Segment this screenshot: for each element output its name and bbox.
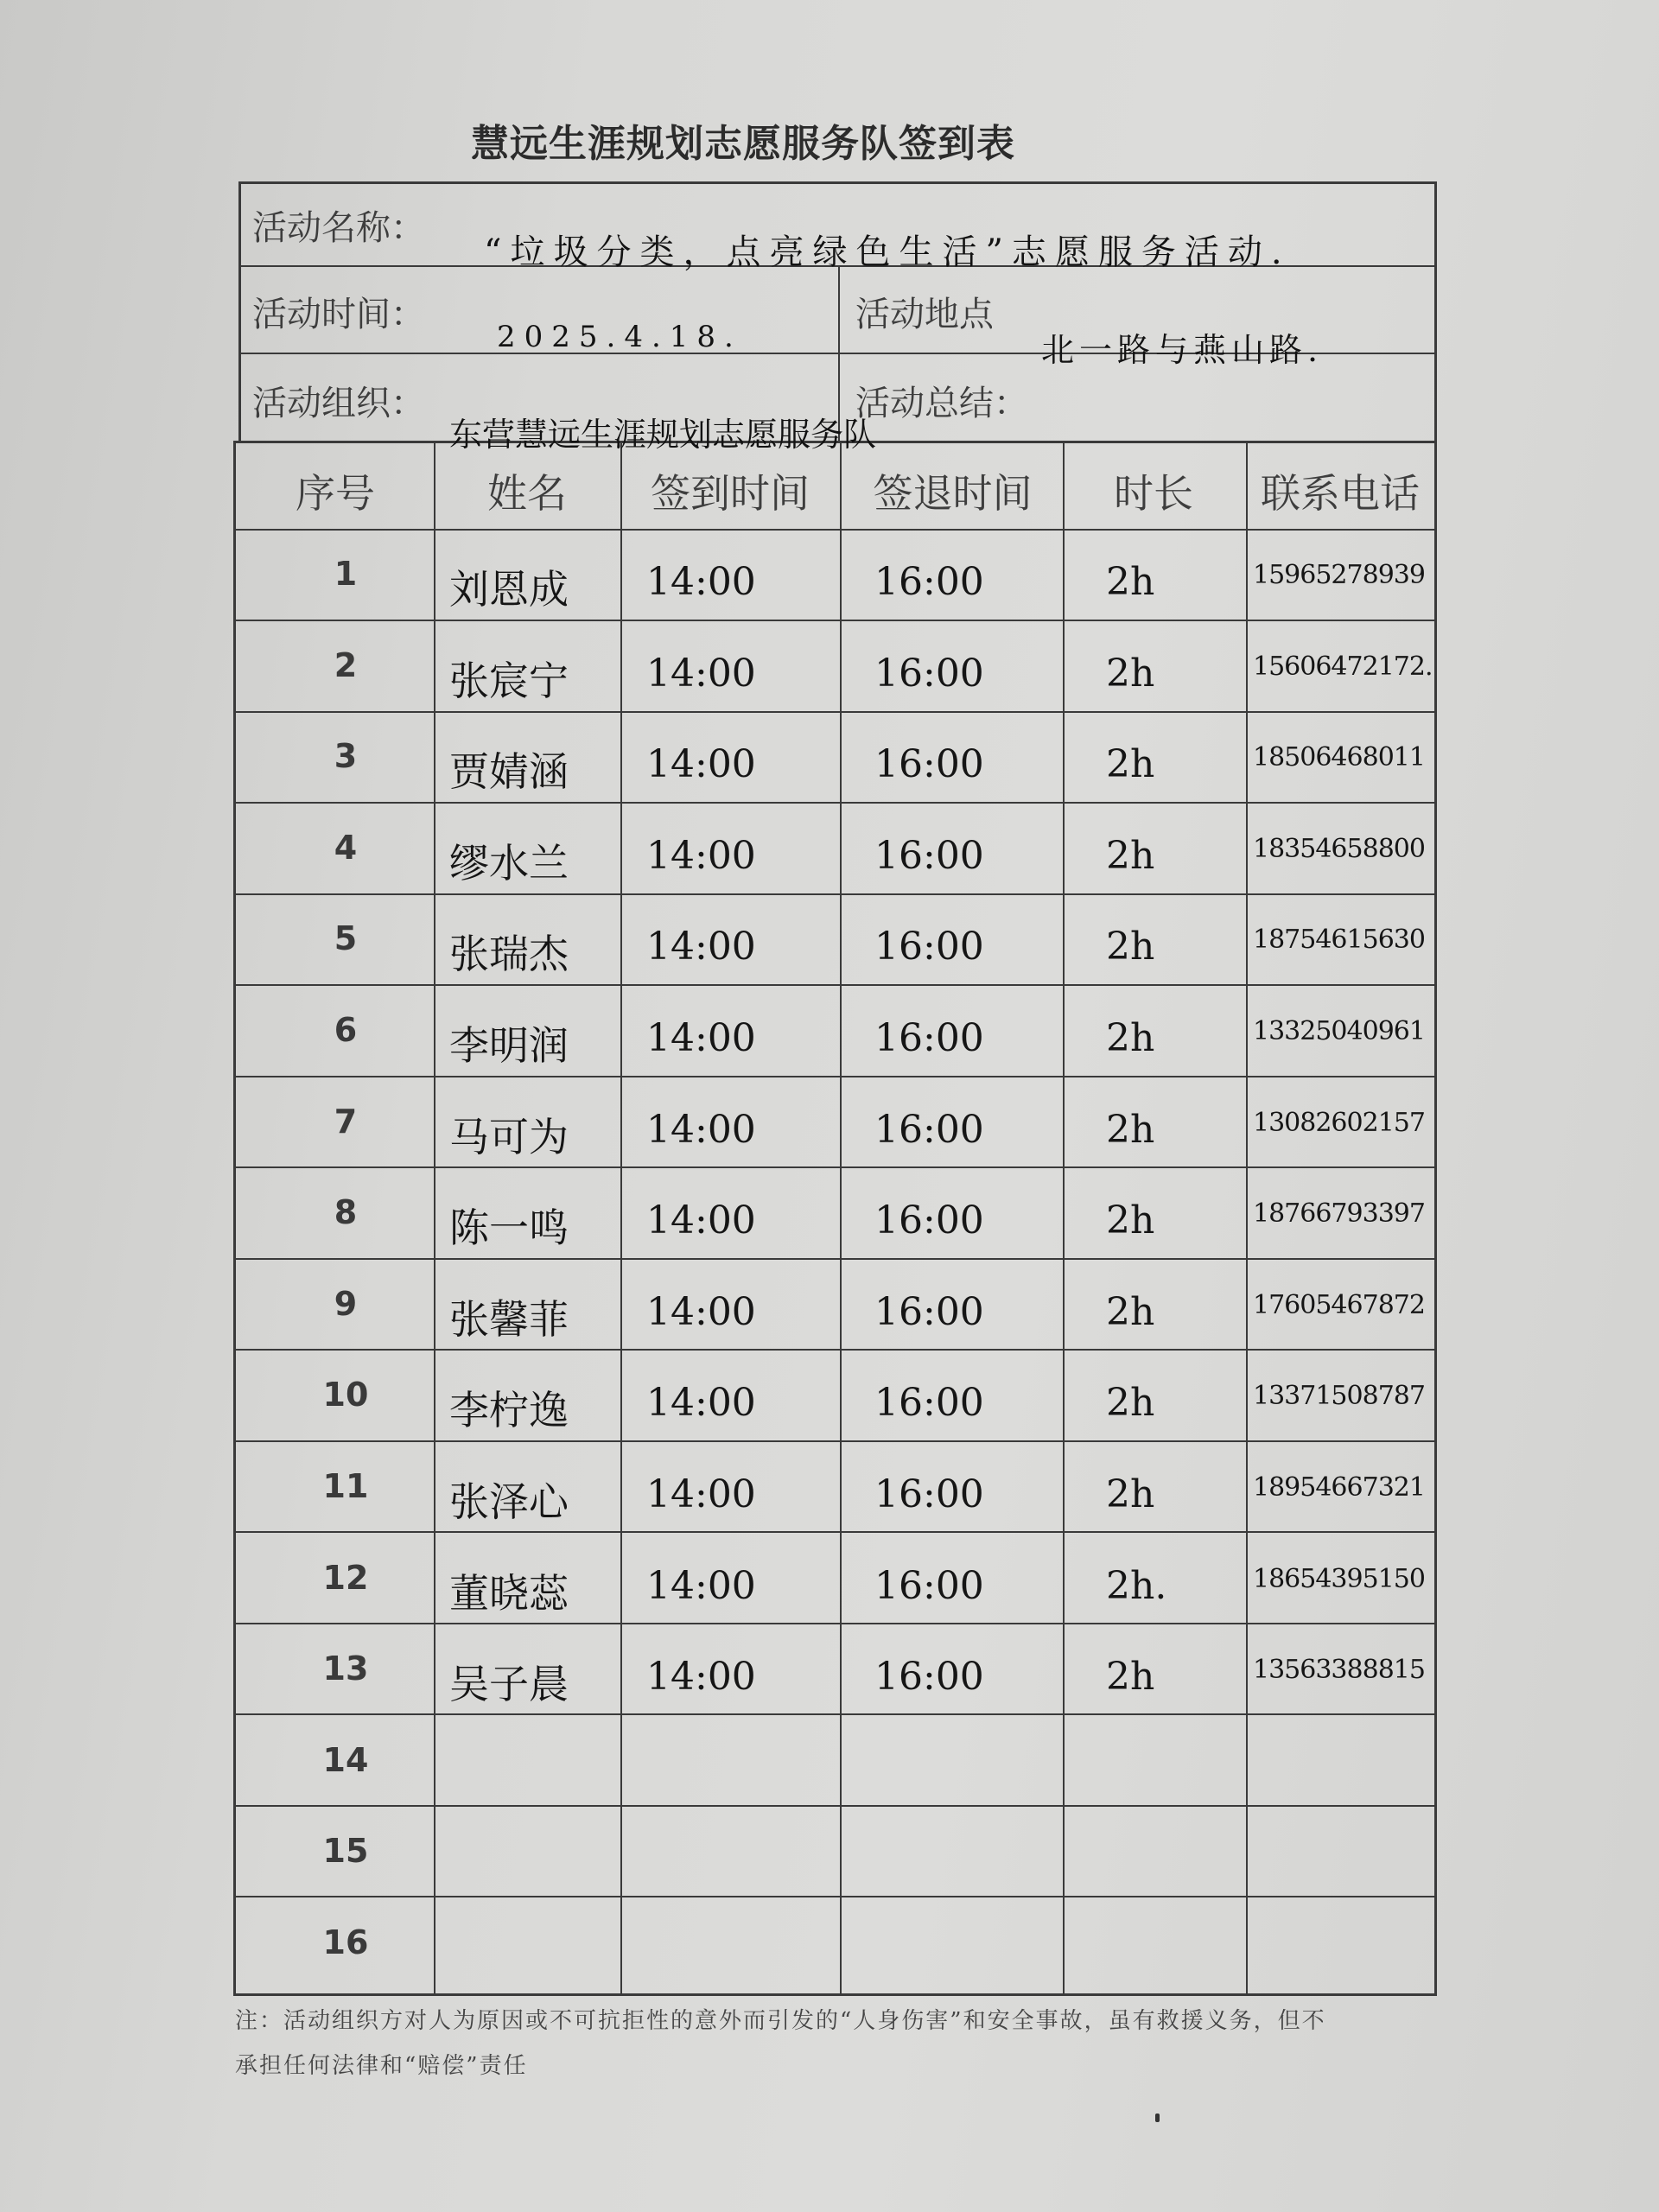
row-index: 2: [334, 645, 358, 684]
duration: 2h: [1106, 560, 1155, 604]
header-checkin: 签到时间: [651, 470, 810, 517]
border-top: [238, 181, 1435, 184]
phone-number: 18954667321: [1253, 1472, 1425, 1503]
activity-time-label: 活动时间：: [252, 295, 425, 334]
checkout-time: 16:00: [874, 925, 984, 969]
checkout-time: 16:00: [874, 1289, 984, 1334]
row-sep: [236, 711, 1435, 713]
row-sep: [236, 1531, 1435, 1533]
row-index: 4: [334, 828, 358, 867]
phone-number: 17605467872: [1253, 1289, 1425, 1320]
duration: 2h: [1106, 833, 1155, 878]
checkin-time: 14:00: [646, 1289, 756, 1334]
row-sep: [236, 1713, 1435, 1715]
row-index: 9: [334, 1284, 358, 1323]
row-index: 13: [322, 1649, 369, 1688]
row-sep: [236, 1076, 1435, 1077]
checkin-time: 14:00: [646, 1563, 756, 1608]
phone-number: 18354658800: [1253, 833, 1425, 864]
checkout-time: 16:00: [874, 651, 984, 696]
phone-number: 18754615630: [1253, 925, 1425, 956]
header-name: 姓名: [487, 470, 567, 517]
row-index: 16: [322, 1923, 369, 1961]
header-index: 序号: [296, 470, 375, 517]
duration: 2h: [1106, 1016, 1155, 1060]
checkout-time: 16:00: [874, 1016, 984, 1060]
col-sep: [434, 442, 435, 1994]
row-index: 6: [334, 1011, 358, 1049]
row-sep: [236, 893, 1435, 895]
row-sep: [236, 1896, 1435, 1897]
row-index: 12: [322, 1558, 369, 1597]
volunteer-name: 张泽心: [449, 1478, 569, 1525]
duration: 2h: [1106, 1198, 1155, 1243]
checkout-time: 16:00: [874, 1472, 984, 1516]
duration: 2h: [1106, 742, 1155, 787]
col-sep: [1246, 442, 1248, 1994]
duration: 2h: [1106, 1107, 1155, 1152]
checkout-time: 16:00: [874, 1655, 984, 1700]
phone-number: 15606472172.: [1253, 651, 1433, 682]
row-sep: [236, 802, 1435, 804]
duration: 2h: [1106, 1655, 1155, 1700]
ink-mark: [1155, 2113, 1160, 2122]
activity-summary-label: 活动总结：: [855, 384, 1028, 423]
col-sep: [620, 442, 622, 1994]
page-title: 慧远生涯规划志愿服务队签到表: [471, 122, 1015, 166]
checkout-time: 16:00: [874, 742, 984, 787]
activity-time-value: 2025.4.18.: [497, 320, 742, 354]
volunteer-name: 张瑞杰: [449, 931, 569, 978]
phone-number: 13563388815: [1253, 1655, 1425, 1686]
phone-number: 13371508787: [1253, 1381, 1425, 1412]
checkin-time: 14:00: [646, 651, 756, 696]
row-sep: [236, 1805, 1435, 1807]
duration: 2h: [1106, 1381, 1155, 1426]
header-duration: 时长: [1114, 470, 1193, 517]
checkout-time: 16:00: [874, 560, 984, 604]
checkout-time: 16:00: [874, 833, 984, 878]
checkin-time: 14:00: [646, 1198, 756, 1243]
activity-name-value: “垃圾分类，点亮绿色生活”志愿服务活动.: [484, 232, 1291, 272]
row-index: 11: [322, 1467, 369, 1505]
disclaimer-line-2: 承担任何法律和“赔偿”责任: [235, 2053, 528, 2079]
header-sep: [236, 529, 1435, 531]
row-sep: [236, 1623, 1435, 1624]
volunteer-name: 李明润: [449, 1022, 569, 1069]
border-right: [1434, 181, 1437, 1996]
duration: 2h: [1106, 1472, 1155, 1516]
volunteer-name: 刘恩成: [449, 566, 569, 613]
row-index: 1: [334, 555, 358, 593]
volunteer-name: 贾婧涵: [449, 748, 569, 796]
checkin-time: 14:00: [646, 742, 756, 787]
checkout-time: 16:00: [874, 1107, 984, 1152]
col-sep: [1063, 442, 1065, 1994]
header-phone: 联系电话: [1261, 470, 1420, 517]
row-index: 3: [334, 737, 358, 776]
row-index: 10: [322, 1376, 369, 1414]
row-sep: [236, 620, 1435, 621]
row-sep: [236, 1440, 1435, 1442]
checkin-time: 14:00: [646, 833, 756, 878]
duration: 2h: [1106, 925, 1155, 969]
activity-place-label: 活动地点: [855, 295, 994, 334]
checkout-time: 16:00: [874, 1198, 984, 1243]
phone-number: 18506468011: [1253, 742, 1425, 773]
header-checkout: 签退时间: [873, 470, 1033, 517]
volunteer-name: 缪水兰: [449, 839, 569, 887]
volunteer-name: 董晓蕊: [449, 1569, 569, 1617]
checkin-time: 14:00: [646, 1472, 756, 1516]
checkout-time: 16:00: [874, 1563, 984, 1608]
border-left: [238, 181, 241, 441]
volunteer-name: 马可为: [449, 1113, 569, 1160]
phone-number: 18766793397: [1253, 1198, 1425, 1230]
checkout-time: 16:00: [874, 1381, 984, 1426]
volunteer-name: 陈一鸣: [449, 1205, 569, 1252]
volunteer-name: 李柠逸: [449, 1387, 569, 1434]
row-index: 8: [334, 1193, 358, 1232]
disclaimer-line-1: 注：活动组织方对人为原因或不可抗拒性的意外而引发的“人身伤害”和安全事故，虽有救援义务，但不: [235, 2008, 1326, 2034]
activity-name-label: 活动名称：: [252, 208, 425, 248]
phone-number: 13082602157: [1253, 1107, 1425, 1138]
col-sep: [840, 442, 842, 1994]
signin-table: [233, 181, 1439, 1996]
row-index: 14: [322, 1740, 369, 1779]
border-left-lower: [233, 441, 236, 1996]
volunteer-name: 张馨菲: [449, 1295, 569, 1343]
activity-org-value: 东营慧远生涯规划志愿服务队: [449, 416, 877, 454]
row-sep: [236, 1258, 1435, 1260]
row-index: 7: [334, 1102, 358, 1141]
checkin-time: 14:00: [646, 560, 756, 604]
row-index: 5: [334, 919, 358, 958]
checkin-time: 14:00: [646, 1107, 756, 1152]
duration: 2h: [1106, 1289, 1155, 1334]
volunteer-name: 吴子晨: [449, 1661, 569, 1708]
activity-org-label: 活动组织：: [252, 384, 425, 423]
row-sep: [236, 984, 1435, 986]
activity-place-value: 北一路与燕山路.: [1041, 331, 1324, 369]
duration: 2h.: [1106, 1563, 1167, 1608]
checkin-time: 14:00: [646, 1016, 756, 1060]
border-bottom: [233, 1993, 1437, 1996]
row-index: 15: [322, 1832, 369, 1871]
phone-number: 18654395150: [1253, 1563, 1425, 1594]
checkin-time: 14:00: [646, 1381, 756, 1426]
phone-number: 13325040961: [1253, 1016, 1425, 1046]
duration: 2h: [1106, 651, 1155, 696]
phone-number: 15965278939: [1253, 560, 1425, 590]
row-sep: [236, 1349, 1435, 1351]
checkin-time: 14:00: [646, 1655, 756, 1700]
volunteer-name: 张宸宁: [449, 657, 569, 704]
row-sep: [236, 1166, 1435, 1168]
checkin-time: 14:00: [646, 925, 756, 969]
